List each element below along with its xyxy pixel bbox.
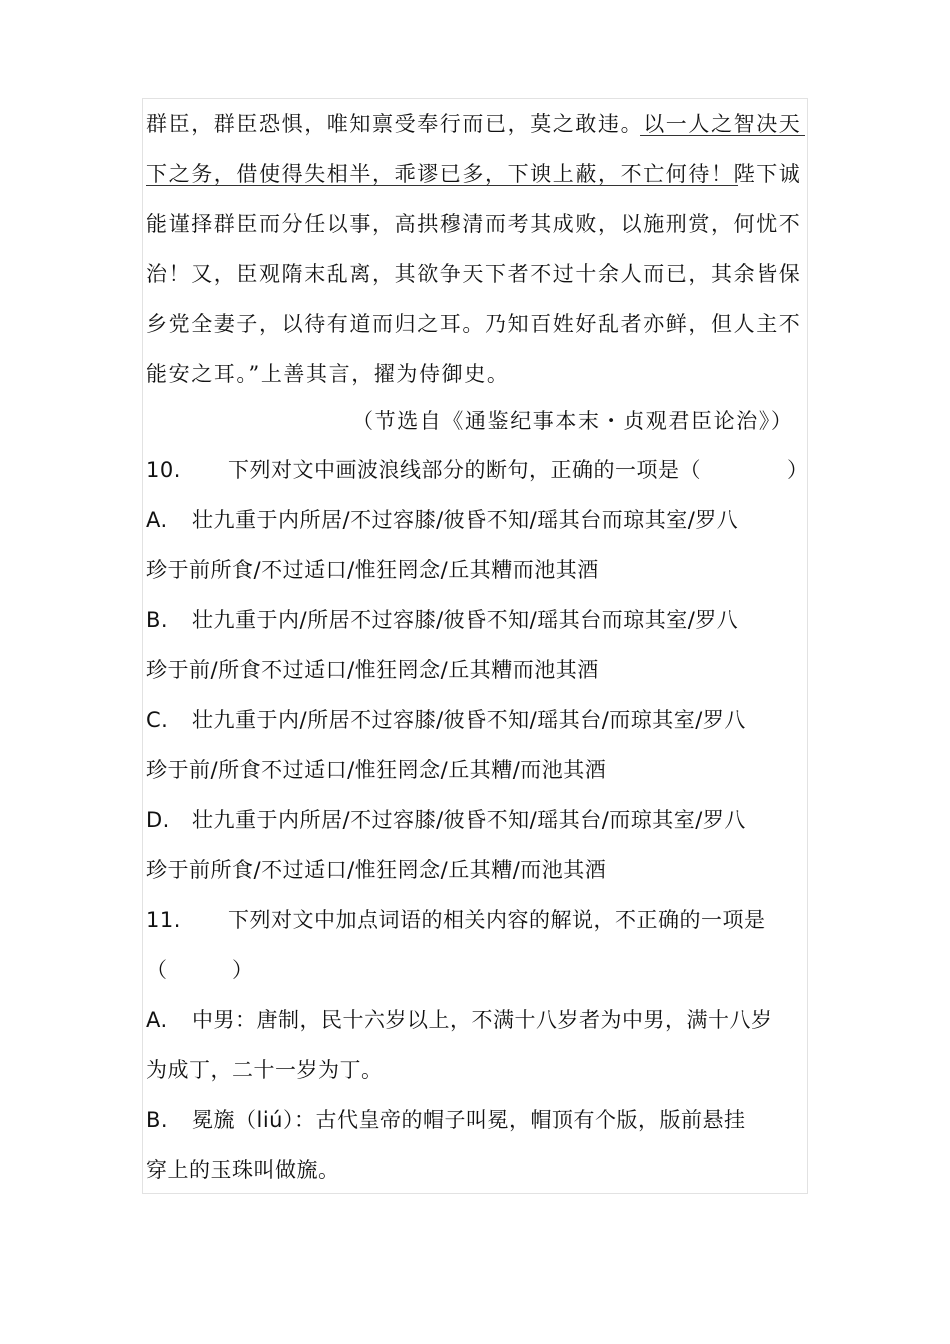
passage-line: 治！又，臣观隋末乱离，其欲争天下者不过十余人而已，其余皆保 [146, 262, 802, 286]
option-c-cont: 珍于前/所食不过适口/惟狂罔念/丘其糟/而池其酒 [146, 758, 607, 782]
option-letter: A. [146, 508, 168, 532]
option-letter: D. [146, 808, 170, 832]
underline-mark [146, 185, 738, 186]
option-a[interactable] [146, 1007, 773, 1033]
option-text: 壮九重于内/所居不过容膝/彼昏不知/瑶其台/而琼其室/罗八 [192, 708, 746, 732]
option-b[interactable] [146, 1107, 745, 1133]
option-text: 壮九重于内/所居不过容膝/彼昏不知/瑶其台而琼其室/罗八 [192, 608, 739, 632]
question-number: 11. [146, 908, 181, 932]
option-d-cont: 珍于前所食/不过适口/惟狂罔念/丘其糟/而池其酒 [146, 858, 607, 882]
question-text: 下列对文中加点词语的相关内容的解说，不正确的一项是 [228, 908, 766, 932]
passage-line: 乡党全妻子，以待有道而归之耳。乃知百姓好乱者亦鲜，但人主不 [146, 312, 802, 336]
passage-line: 能谨择群臣而分任以事，高拱穆清而考其成败，以施刑赏，何忧不 [146, 212, 802, 236]
option-text: 壮九重于内所居/不过容膝/彼昏不知/瑶其台/而琼其室/罗八 [192, 808, 746, 832]
option-letter: A. [146, 1008, 168, 1032]
answer-blank: （ ） [146, 958, 254, 982]
question-text: 下列对文中画波浪线部分的断句，正确的一项是（ ） [228, 458, 809, 482]
option-text: 中男：唐制，民十六岁以上，不满十八岁者为中男，满十八岁 [192, 1008, 773, 1032]
option-letter: B. [146, 1108, 169, 1132]
passage-source: （节选自《通鉴纪事本末・贞观君臣论治》） [352, 409, 794, 433]
option-a[interactable] [146, 507, 738, 533]
option-b-cont: 穿上的玉珠叫做旒。 [146, 1158, 340, 1182]
question-number: 10. [146, 458, 181, 482]
question-11-stem [146, 907, 766, 933]
option-text: 冕旒（liú）：古代皇帝的帽子叫冕，帽顶有个版，版前悬挂 [192, 1108, 746, 1132]
underline-mark [640, 135, 805, 136]
option-b[interactable] [146, 607, 738, 633]
question-10-stem [146, 457, 809, 483]
option-b-cont: 珍于前/所食不过适口/惟狂罔念/丘其糟而池其酒 [146, 658, 599, 682]
option-text: 壮九重于内所居/不过容膝/彼昏不知/瑶其台而琼其室/罗八 [192, 508, 739, 532]
option-a-cont: 珍于前所食/不过适口/惟狂罔念/丘其糟而池其酒 [146, 558, 599, 582]
option-d[interactable] [146, 807, 746, 833]
option-a-cont: 为成丁，二十一岁为丁。 [146, 1058, 383, 1082]
passage-line: 下之务，借使得失相半，乖谬已多，下谀上蔽，不亡何待！陛下诚 [146, 162, 802, 186]
option-c[interactable] [146, 707, 746, 733]
passage-line: 群臣，群臣恐惧，唯知禀受奉行而已，莫之敢违。以一人之智决天 [146, 112, 802, 136]
passage-line: 能安之耳。”上善其言，擢为侍御史。 [146, 362, 510, 386]
option-letter: C. [146, 708, 169, 732]
option-letter: B. [146, 608, 169, 632]
